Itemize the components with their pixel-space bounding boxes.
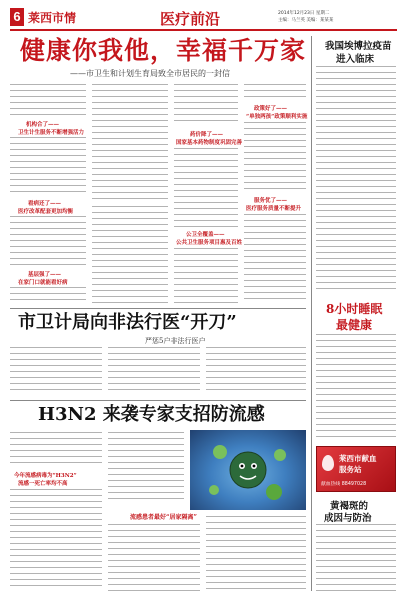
lead-body-col3 bbox=[174, 84, 238, 126]
flu-virus-illustration bbox=[190, 430, 306, 510]
flu-heading-1b: 流感一死亡率均不高 bbox=[18, 481, 68, 487]
melasma-headline: 黄褐斑的 bbox=[330, 501, 369, 512]
flu-heading-2: 流感患者最好“居家隔离” bbox=[130, 514, 197, 521]
lead-heading-2b: 医疗改革配套更加均衡 bbox=[18, 209, 74, 215]
ad-title-2: 服务站 bbox=[339, 465, 362, 474]
paper-title: 莱西市情 bbox=[28, 11, 77, 25]
second-story-col1 bbox=[10, 347, 102, 395]
lead-heading-7b: 医疗服务质量不断提升 bbox=[246, 206, 302, 212]
lead-heading-2: 看病还了—— bbox=[28, 201, 62, 207]
lead-heading-1: 机构合了—— bbox=[26, 122, 60, 128]
second-story-col3 bbox=[206, 347, 306, 395]
lead-heading-4: 药价降了—— bbox=[190, 132, 224, 138]
masthead bbox=[10, 8, 397, 30]
sleep-headline: 8小时睡眠 bbox=[326, 302, 383, 316]
lead-body-col1d bbox=[10, 287, 86, 303]
third-story-headline: H3N2 来袭专家支招防流感 bbox=[38, 404, 265, 425]
lead-heading-6b: “单独两孩”政策顺利实施 bbox=[246, 114, 308, 120]
lead-body-col1 bbox=[10, 84, 86, 118]
ebola-headline: 我国埃博拉疫苗 bbox=[325, 41, 392, 52]
blood-drop-icon bbox=[322, 455, 334, 471]
sleep-headline-2: 最健康 bbox=[336, 318, 373, 332]
lead-body-col4 bbox=[244, 84, 306, 102]
issue-date: 2014年12月23日 星期二 bbox=[278, 11, 330, 16]
melasma-body bbox=[316, 524, 396, 592]
lead-headline: 健康你我他，幸福千万家 bbox=[20, 36, 307, 65]
second-story-col2 bbox=[108, 347, 200, 395]
lead-subhead: ——市卫生和计划生育局致全市居民的一封信 bbox=[70, 69, 230, 78]
section-divider-1 bbox=[10, 308, 306, 309]
masthead-rule bbox=[10, 29, 397, 31]
ebola-headline-2: 进入临床 bbox=[336, 54, 375, 65]
flu-heading-1: 今年流感病毒为“H3N2” bbox=[14, 473, 77, 479]
second-story-subhead: 严惩5户非法行医户 bbox=[145, 337, 206, 345]
third-story-col1 bbox=[10, 432, 102, 468]
lead-heading-5b: 公共卫生服务项目惠及百姓 bbox=[176, 240, 243, 246]
lead-heading-3: 基层强了—— bbox=[28, 272, 62, 278]
section-title: 医疗前沿 bbox=[160, 10, 221, 28]
page-number: 6 bbox=[10, 8, 24, 26]
melasma-headline-2: 成因与防治 bbox=[324, 513, 372, 524]
lead-heading-5: 公卫全覆盖—— bbox=[186, 232, 225, 238]
lead-heading-6: 政策好了—— bbox=[254, 106, 288, 112]
ad-title: 莱西市献血 bbox=[339, 454, 377, 463]
lead-heading-7: 服务优了—— bbox=[254, 198, 288, 204]
lead-body-col3c bbox=[174, 248, 238, 303]
lead-body-col3b bbox=[174, 148, 238, 228]
third-story-col3 bbox=[206, 516, 306, 591]
lead-body-col2b bbox=[92, 206, 168, 303]
lead-body-col4c bbox=[244, 214, 306, 303]
section-divider-2 bbox=[10, 400, 306, 401]
sleep-body bbox=[316, 334, 396, 442]
third-story-col1b bbox=[10, 489, 102, 591]
lead-body-col1c bbox=[10, 216, 86, 268]
lead-heading-1b: 卫生计生服务不断增强活力 bbox=[18, 130, 85, 136]
second-story-headline: 市卫计局向非法行医“开刀” bbox=[18, 312, 237, 333]
lead-body-col2 bbox=[92, 84, 168, 204]
third-story-col2b bbox=[108, 524, 200, 591]
lead-heading-4b: 国家基本药物制度巩固完善 bbox=[176, 140, 243, 146]
ad-phone: 献血热线 88497028 bbox=[321, 482, 367, 487]
ebola-body bbox=[316, 66, 396, 294]
virus-icon bbox=[209, 445, 286, 500]
lead-heading-3b: 在家门口就能看好病 bbox=[18, 280, 68, 286]
lead-body-col4b bbox=[244, 122, 306, 194]
third-story-col2 bbox=[108, 432, 184, 504]
editor-line: 主编：马兰英 美编：某某某 bbox=[278, 18, 334, 23]
lead-body-col1b bbox=[10, 137, 86, 197]
blood-donation-ad bbox=[316, 446, 396, 492]
right-col-divider bbox=[311, 36, 312, 591]
